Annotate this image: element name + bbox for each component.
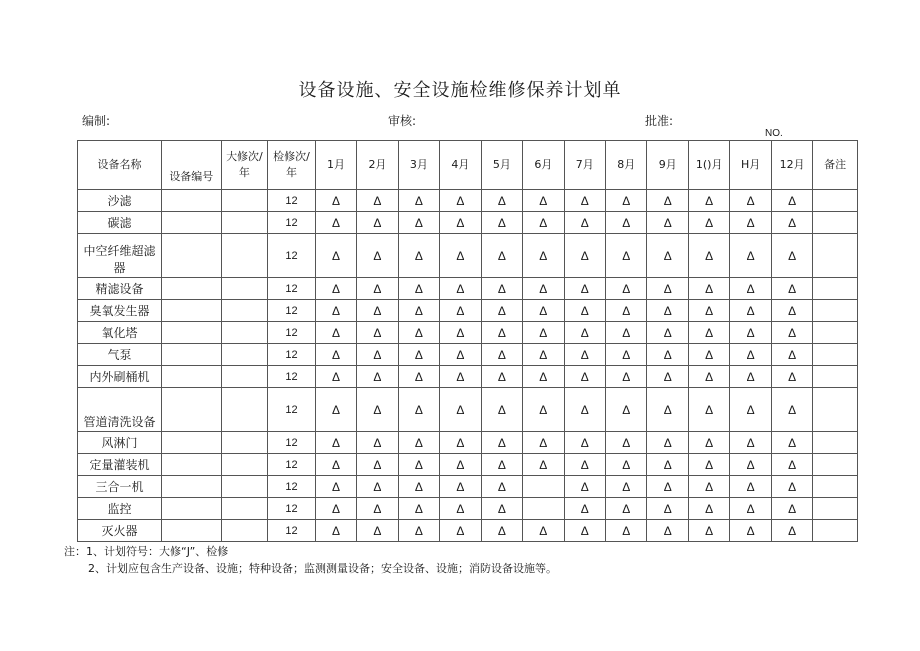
month-5-mark-cell: Δ bbox=[481, 388, 522, 432]
month-10-mark-cell: Δ bbox=[688, 212, 729, 234]
table-row bbox=[78, 300, 858, 322]
header-month-9: 9月 bbox=[647, 141, 688, 190]
overhaul-count-cell bbox=[221, 322, 268, 344]
month-2-mark-cell: Δ bbox=[357, 388, 398, 432]
equipment-code-cell bbox=[161, 476, 221, 498]
month-1-mark-cell: Δ bbox=[315, 388, 356, 432]
month-1-mark-cell: Δ bbox=[315, 498, 356, 520]
month-2-mark-cell: Δ bbox=[357, 520, 398, 542]
month-8-mark-cell: Δ bbox=[606, 300, 647, 322]
inspection-count-cell: 12 bbox=[268, 476, 316, 498]
month-6-mark-cell: Δ bbox=[523, 432, 564, 454]
month-12-mark-cell: Δ bbox=[771, 366, 812, 388]
header-month-1: 1月 bbox=[315, 141, 356, 190]
header-inspection-per-year bbox=[268, 141, 316, 190]
reviewer-label: 审核: bbox=[388, 114, 417, 128]
month-3-mark-cell: Δ bbox=[398, 212, 439, 234]
month-10-mark-cell: Δ bbox=[688, 520, 729, 542]
month-9-mark-cell: Δ bbox=[647, 234, 688, 278]
month-5-mark-cell: Δ bbox=[481, 278, 522, 300]
month-6-mark-cell: Δ bbox=[523, 190, 564, 212]
header-month-3: 3月 bbox=[398, 141, 439, 190]
inspection-count-cell: 12 bbox=[268, 498, 316, 520]
month-7-mark-cell: Δ bbox=[564, 520, 605, 542]
inspection-count-cell: 12 bbox=[268, 432, 316, 454]
month-2-mark-cell: Δ bbox=[357, 366, 398, 388]
equipment-code-cell bbox=[161, 432, 221, 454]
inspection-count-cell: 12 bbox=[268, 454, 316, 476]
month-4-mark-cell: Δ bbox=[440, 498, 481, 520]
month-8-mark-cell: Δ bbox=[606, 454, 647, 476]
month-7-mark-cell: Δ bbox=[564, 322, 605, 344]
month-5-mark-cell: Δ bbox=[481, 520, 522, 542]
month-12-mark-cell: Δ bbox=[771, 278, 812, 300]
month-12-mark-cell: Δ bbox=[771, 476, 812, 498]
month-12-mark-cell: Δ bbox=[771, 454, 812, 476]
overhaul-count-cell bbox=[221, 520, 268, 542]
month-5-mark-cell: Δ bbox=[481, 234, 522, 278]
equipment-code-cell bbox=[161, 388, 221, 432]
month-10-mark-cell: Δ bbox=[688, 454, 729, 476]
month-6-mark-cell: Δ bbox=[523, 344, 564, 366]
month-9-mark-cell: Δ bbox=[647, 322, 688, 344]
month-8-mark-cell: Δ bbox=[606, 498, 647, 520]
month-1-mark-cell: Δ bbox=[315, 454, 356, 476]
remark-cell bbox=[813, 388, 858, 432]
header-month-2: 2月 bbox=[357, 141, 398, 190]
inspection-count-cell: 12 bbox=[268, 388, 316, 432]
header-month-7: 7月 bbox=[564, 141, 605, 190]
inspection-count-cell: 12 bbox=[268, 520, 316, 542]
header-month-11: H月 bbox=[730, 141, 771, 190]
equipment-name-cell: 精滤设备 bbox=[78, 278, 162, 300]
table-row bbox=[78, 476, 858, 498]
month-3-mark-cell: Δ bbox=[398, 498, 439, 520]
month-6-mark-cell: Δ bbox=[523, 520, 564, 542]
month-7-mark-cell: Δ bbox=[564, 212, 605, 234]
month-9-mark-cell: Δ bbox=[647, 476, 688, 498]
month-11-mark-cell: Δ bbox=[730, 322, 771, 344]
overhaul-count-cell bbox=[221, 498, 268, 520]
table-row bbox=[78, 520, 858, 542]
month-7-mark-cell: Δ bbox=[564, 190, 605, 212]
month-12-mark-cell: Δ bbox=[771, 300, 812, 322]
month-1-mark-cell: Δ bbox=[315, 190, 356, 212]
month-5-mark-cell: Δ bbox=[481, 190, 522, 212]
month-2-mark-cell: Δ bbox=[357, 190, 398, 212]
equipment-name-cell: 监控 bbox=[78, 498, 162, 520]
month-4-mark-cell: Δ bbox=[440, 366, 481, 388]
month-8-mark-cell: Δ bbox=[606, 366, 647, 388]
overhaul-count-cell bbox=[221, 432, 268, 454]
month-2-mark-cell: Δ bbox=[357, 454, 398, 476]
month-3-mark-cell: Δ bbox=[398, 322, 439, 344]
overhaul-count-cell bbox=[221, 344, 268, 366]
month-8-mark-cell: Δ bbox=[606, 344, 647, 366]
month-11-mark-cell: Δ bbox=[730, 476, 771, 498]
equipment-code-cell bbox=[161, 520, 221, 542]
month-2-mark-cell: Δ bbox=[357, 234, 398, 278]
maintenance-plan-table bbox=[77, 140, 858, 542]
inspection-count-cell: 12 bbox=[268, 344, 316, 366]
remark-cell bbox=[813, 234, 858, 278]
month-3-mark-cell: Δ bbox=[398, 520, 439, 542]
equipment-name-cell: 碳滤 bbox=[78, 212, 162, 234]
month-5-mark-cell: Δ bbox=[481, 344, 522, 366]
month-4-mark-cell: Δ bbox=[440, 322, 481, 344]
remark-cell bbox=[813, 300, 858, 322]
header-row bbox=[78, 141, 858, 190]
equipment-name-cell: 内外刷桶机 bbox=[78, 366, 162, 388]
month-9-mark-cell: Δ bbox=[647, 432, 688, 454]
table-row bbox=[78, 454, 858, 476]
month-4-mark-cell: Δ bbox=[440, 300, 481, 322]
month-6-mark-cell: Δ bbox=[523, 300, 564, 322]
equipment-code-cell bbox=[161, 322, 221, 344]
month-11-mark-cell: Δ bbox=[730, 234, 771, 278]
month-6-mark-cell: Δ bbox=[523, 366, 564, 388]
month-10-mark-cell: Δ bbox=[688, 498, 729, 520]
month-11-mark-cell: Δ bbox=[730, 344, 771, 366]
remark-cell bbox=[813, 498, 858, 520]
month-11-mark-cell: Δ bbox=[730, 520, 771, 542]
month-3-mark-cell: Δ bbox=[398, 234, 439, 278]
equipment-code-cell bbox=[161, 498, 221, 520]
note-line-1: 注：1、计划符号：大修“J”、检修 bbox=[64, 545, 229, 558]
month-3-mark-cell: Δ bbox=[398, 344, 439, 366]
month-9-mark-cell: Δ bbox=[647, 190, 688, 212]
month-4-mark-cell: Δ bbox=[440, 520, 481, 542]
equipment-name-cell: 三合一机 bbox=[78, 476, 162, 498]
month-4-mark-cell: Δ bbox=[440, 212, 481, 234]
month-5-mark-cell: Δ bbox=[481, 498, 522, 520]
month-2-mark-cell: Δ bbox=[357, 498, 398, 520]
month-6-mark-cell bbox=[523, 498, 564, 520]
month-8-mark-cell: Δ bbox=[606, 476, 647, 498]
month-6-mark-cell bbox=[523, 476, 564, 498]
month-8-mark-cell: Δ bbox=[606, 388, 647, 432]
month-9-mark-cell: Δ bbox=[647, 520, 688, 542]
month-11-mark-cell: Δ bbox=[730, 212, 771, 234]
month-2-mark-cell: Δ bbox=[357, 476, 398, 498]
table-row bbox=[78, 366, 858, 388]
month-8-mark-cell: Δ bbox=[606, 322, 647, 344]
equipment-name-cell: 气泵 bbox=[78, 344, 162, 366]
month-11-mark-cell: Δ bbox=[730, 388, 771, 432]
header-month-6: 6月 bbox=[523, 141, 564, 190]
header-inspection-line2: 年 bbox=[285, 166, 297, 179]
month-10-mark-cell: Δ bbox=[688, 388, 729, 432]
overhaul-count-cell bbox=[221, 454, 268, 476]
month-10-mark-cell: Δ bbox=[688, 234, 729, 278]
remark-cell bbox=[813, 190, 858, 212]
month-12-mark-cell: Δ bbox=[771, 498, 812, 520]
month-1-mark-cell: Δ bbox=[315, 212, 356, 234]
month-7-mark-cell: Δ bbox=[564, 300, 605, 322]
remark-cell bbox=[813, 278, 858, 300]
header-overhaul-line2: 年 bbox=[238, 166, 250, 179]
equipment-name-cell: 中空纤维超滤器 bbox=[78, 234, 162, 278]
month-2-mark-cell: Δ bbox=[357, 322, 398, 344]
month-9-mark-cell: Δ bbox=[647, 388, 688, 432]
remark-cell bbox=[813, 366, 858, 388]
equipment-code-cell bbox=[161, 300, 221, 322]
month-6-mark-cell: Δ bbox=[523, 234, 564, 278]
month-2-mark-cell: Δ bbox=[357, 432, 398, 454]
month-5-mark-cell: Δ bbox=[481, 454, 522, 476]
month-9-mark-cell: Δ bbox=[647, 212, 688, 234]
month-11-mark-cell: Δ bbox=[730, 300, 771, 322]
month-2-mark-cell: Δ bbox=[357, 300, 398, 322]
header-equipment-code: 设备编号 bbox=[161, 141, 221, 190]
month-7-mark-cell: Δ bbox=[564, 476, 605, 498]
month-11-mark-cell: Δ bbox=[730, 498, 771, 520]
remark-cell bbox=[813, 454, 858, 476]
month-1-mark-cell: Δ bbox=[315, 432, 356, 454]
inspection-count-cell: 12 bbox=[268, 234, 316, 278]
month-12-mark-cell: Δ bbox=[771, 234, 812, 278]
overhaul-count-cell bbox=[221, 300, 268, 322]
overhaul-count-cell bbox=[221, 476, 268, 498]
inspection-count-cell: 12 bbox=[268, 300, 316, 322]
month-12-mark-cell: Δ bbox=[771, 432, 812, 454]
header-month-10: 1()月 bbox=[688, 141, 729, 190]
month-11-mark-cell: Δ bbox=[730, 432, 771, 454]
page-title: 设备设施、安全设施检维修保养计划单 bbox=[298, 80, 622, 101]
remark-cell bbox=[813, 212, 858, 234]
month-6-mark-cell: Δ bbox=[523, 278, 564, 300]
month-3-mark-cell: Δ bbox=[398, 278, 439, 300]
month-2-mark-cell: Δ bbox=[357, 344, 398, 366]
month-6-mark-cell: Δ bbox=[523, 212, 564, 234]
month-8-mark-cell: Δ bbox=[606, 212, 647, 234]
month-7-mark-cell: Δ bbox=[564, 388, 605, 432]
month-1-mark-cell: Δ bbox=[315, 300, 356, 322]
month-4-mark-cell: Δ bbox=[440, 454, 481, 476]
month-3-mark-cell: Δ bbox=[398, 476, 439, 498]
month-12-mark-cell: Δ bbox=[771, 190, 812, 212]
month-8-mark-cell: Δ bbox=[606, 520, 647, 542]
month-9-mark-cell: Δ bbox=[647, 300, 688, 322]
month-9-mark-cell: Δ bbox=[647, 454, 688, 476]
header-equipment-name: 设备名称 bbox=[78, 141, 162, 190]
remark-cell bbox=[813, 432, 858, 454]
month-6-mark-cell: Δ bbox=[523, 454, 564, 476]
equipment-code-cell bbox=[161, 234, 221, 278]
month-10-mark-cell: Δ bbox=[688, 278, 729, 300]
overhaul-count-cell bbox=[221, 234, 268, 278]
remark-cell bbox=[813, 520, 858, 542]
month-3-mark-cell: Δ bbox=[398, 190, 439, 212]
month-3-mark-cell: Δ bbox=[398, 300, 439, 322]
header-month-4: 4月 bbox=[440, 141, 481, 190]
inspection-count-cell: 12 bbox=[268, 190, 316, 212]
equipment-code-cell bbox=[161, 190, 221, 212]
month-4-mark-cell: Δ bbox=[440, 344, 481, 366]
overhaul-count-cell bbox=[221, 388, 268, 432]
month-5-mark-cell: Δ bbox=[481, 476, 522, 498]
equipment-code-cell bbox=[161, 278, 221, 300]
month-10-mark-cell: Δ bbox=[688, 432, 729, 454]
month-6-mark-cell: Δ bbox=[523, 388, 564, 432]
header-overhaul-per-year bbox=[221, 141, 268, 190]
month-7-mark-cell: Δ bbox=[564, 234, 605, 278]
month-12-mark-cell: Δ bbox=[771, 388, 812, 432]
equipment-name-cell: 灭火器 bbox=[78, 520, 162, 542]
month-11-mark-cell: Δ bbox=[730, 454, 771, 476]
month-3-mark-cell: Δ bbox=[398, 432, 439, 454]
month-7-mark-cell: Δ bbox=[564, 278, 605, 300]
overhaul-count-cell bbox=[221, 212, 268, 234]
month-12-mark-cell: Δ bbox=[771, 344, 812, 366]
month-10-mark-cell: Δ bbox=[688, 322, 729, 344]
overhaul-count-cell bbox=[221, 366, 268, 388]
month-11-mark-cell: Δ bbox=[730, 278, 771, 300]
month-7-mark-cell: Δ bbox=[564, 366, 605, 388]
month-10-mark-cell: Δ bbox=[688, 344, 729, 366]
month-9-mark-cell: Δ bbox=[647, 344, 688, 366]
table-row bbox=[78, 388, 858, 432]
month-7-mark-cell: Δ bbox=[564, 432, 605, 454]
month-4-mark-cell: Δ bbox=[440, 234, 481, 278]
month-3-mark-cell: Δ bbox=[398, 454, 439, 476]
month-10-mark-cell: Δ bbox=[688, 476, 729, 498]
equipment-code-cell bbox=[161, 344, 221, 366]
month-8-mark-cell: Δ bbox=[606, 234, 647, 278]
equipment-code-cell bbox=[161, 454, 221, 476]
month-6-mark-cell: Δ bbox=[523, 322, 564, 344]
month-1-mark-cell: Δ bbox=[315, 344, 356, 366]
remark-cell bbox=[813, 476, 858, 498]
document-number-label: NO. bbox=[765, 128, 783, 139]
table-row bbox=[78, 432, 858, 454]
overhaul-count-cell bbox=[221, 190, 268, 212]
month-5-mark-cell: Δ bbox=[481, 300, 522, 322]
month-4-mark-cell: Δ bbox=[440, 432, 481, 454]
month-5-mark-cell: Δ bbox=[481, 432, 522, 454]
equipment-name-cell: 臭氧发生器 bbox=[78, 300, 162, 322]
table-row bbox=[78, 190, 858, 212]
header-month-5: 5月 bbox=[481, 141, 522, 190]
month-1-mark-cell: Δ bbox=[315, 322, 356, 344]
equipment-name-cell: 定量灌装机 bbox=[78, 454, 162, 476]
inspection-count-cell: 12 bbox=[268, 366, 316, 388]
table-row bbox=[78, 234, 858, 278]
month-12-mark-cell: Δ bbox=[771, 520, 812, 542]
header-inspection-line1: 检修次/ bbox=[273, 150, 310, 163]
month-8-mark-cell: Δ bbox=[606, 432, 647, 454]
inspection-count-cell: 12 bbox=[268, 278, 316, 300]
inspection-count-cell: 12 bbox=[268, 212, 316, 234]
header-remark: 备注 bbox=[813, 141, 858, 190]
month-2-mark-cell: Δ bbox=[357, 278, 398, 300]
table-row bbox=[78, 498, 858, 520]
equipment-code-cell bbox=[161, 366, 221, 388]
month-10-mark-cell: Δ bbox=[688, 366, 729, 388]
month-3-mark-cell: Δ bbox=[398, 366, 439, 388]
header-overhaul-line1: 大修次/ bbox=[226, 150, 263, 163]
month-4-mark-cell: Δ bbox=[440, 278, 481, 300]
equipment-name-cell: 管道清洗设备 bbox=[78, 388, 162, 432]
inspection-count-cell: 12 bbox=[268, 322, 316, 344]
month-5-mark-cell: Δ bbox=[481, 212, 522, 234]
month-8-mark-cell: Δ bbox=[606, 278, 647, 300]
month-8-mark-cell: Δ bbox=[606, 190, 647, 212]
month-4-mark-cell: Δ bbox=[440, 190, 481, 212]
remark-cell bbox=[813, 322, 858, 344]
compiler-label: 编制: bbox=[82, 114, 111, 128]
equipment-name-cell: 氧化塔 bbox=[78, 322, 162, 344]
header-month-8: 8月 bbox=[606, 141, 647, 190]
month-7-mark-cell: Δ bbox=[564, 454, 605, 476]
note-line-2: 2、计划应包含生产设备、设施；特种设备；监测测量设备；安全设备、设施；消防设备设施等。 bbox=[88, 562, 557, 575]
month-9-mark-cell: Δ bbox=[647, 278, 688, 300]
header-month-12: 12月 bbox=[771, 141, 812, 190]
approver-label: 批准: bbox=[645, 114, 674, 128]
equipment-name-cell: 风淋门 bbox=[78, 432, 162, 454]
month-11-mark-cell: Δ bbox=[730, 366, 771, 388]
table-row bbox=[78, 322, 858, 344]
month-12-mark-cell: Δ bbox=[771, 212, 812, 234]
month-7-mark-cell: Δ bbox=[564, 344, 605, 366]
notes bbox=[64, 543, 557, 577]
month-7-mark-cell: Δ bbox=[564, 498, 605, 520]
month-1-mark-cell: Δ bbox=[315, 234, 356, 278]
equipment-code-cell bbox=[161, 212, 221, 234]
month-1-mark-cell: Δ bbox=[315, 476, 356, 498]
month-9-mark-cell: Δ bbox=[647, 366, 688, 388]
table-row bbox=[78, 278, 858, 300]
month-5-mark-cell: Δ bbox=[481, 366, 522, 388]
table-row bbox=[78, 212, 858, 234]
table-row bbox=[78, 344, 858, 366]
equipment-name-cell: 沙滤 bbox=[78, 190, 162, 212]
month-2-mark-cell: Δ bbox=[357, 212, 398, 234]
month-4-mark-cell: Δ bbox=[440, 476, 481, 498]
month-1-mark-cell: Δ bbox=[315, 520, 356, 542]
month-3-mark-cell: Δ bbox=[398, 388, 439, 432]
month-9-mark-cell: Δ bbox=[647, 498, 688, 520]
month-4-mark-cell: Δ bbox=[440, 388, 481, 432]
month-5-mark-cell: Δ bbox=[481, 322, 522, 344]
month-1-mark-cell: Δ bbox=[315, 278, 356, 300]
month-10-mark-cell: Δ bbox=[688, 300, 729, 322]
month-10-mark-cell: Δ bbox=[688, 190, 729, 212]
overhaul-count-cell bbox=[221, 278, 268, 300]
month-1-mark-cell: Δ bbox=[315, 366, 356, 388]
remark-cell bbox=[813, 344, 858, 366]
month-11-mark-cell: Δ bbox=[730, 190, 771, 212]
month-12-mark-cell: Δ bbox=[771, 322, 812, 344]
